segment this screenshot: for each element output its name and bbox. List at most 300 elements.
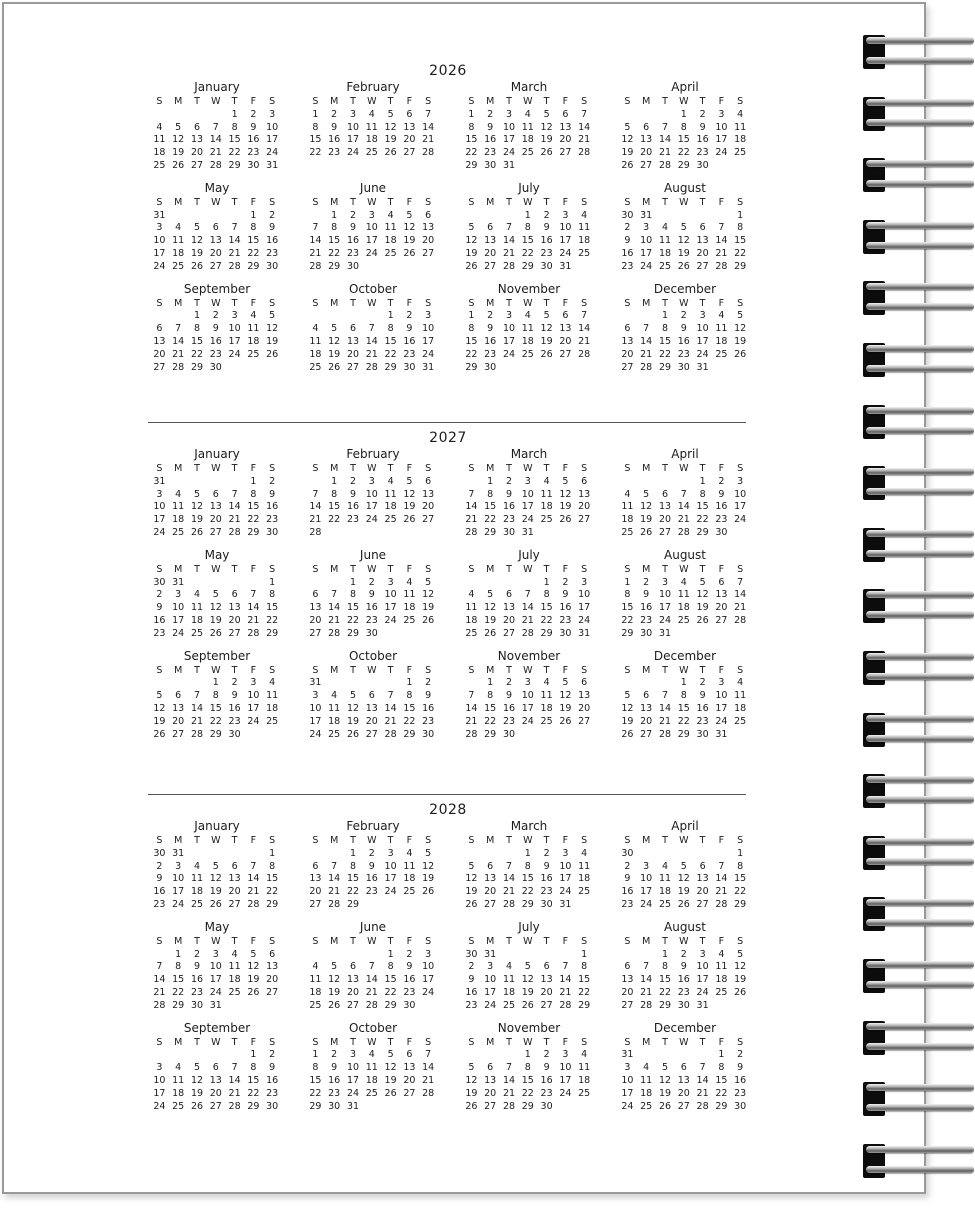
day-cell: 24: [384, 886, 397, 898]
day-cell: 24: [346, 147, 360, 159]
day-cell: 8: [175, 961, 182, 973]
coil-wire: [866, 530, 974, 537]
day-cell: 19: [190, 1087, 204, 1099]
day-cell: 22: [715, 1087, 728, 1099]
day-cell: 4: [524, 310, 531, 322]
day-cell: 10: [153, 1074, 166, 1086]
day-cell: 2: [269, 475, 276, 487]
weekday-label: S: [312, 196, 319, 208]
day-cell: 9: [680, 323, 687, 335]
weekday-label: T: [506, 835, 512, 846]
day-cell: 29: [247, 1100, 260, 1112]
spiral-binding: [858, 0, 975, 1209]
day-cell: 23: [465, 999, 478, 1011]
planner-page: [2, 2, 926, 1194]
day-cell: 5: [212, 860, 219, 872]
weekday-label: F: [406, 664, 413, 676]
coil-wire: [866, 796, 974, 803]
day-cell: 18: [328, 715, 341, 727]
day-cell: 17: [640, 886, 653, 898]
day-cell: 18: [172, 1087, 185, 1099]
day-cell: [500, 848, 519, 861]
day-cell: 1: [718, 1049, 725, 1061]
day-cell: 15: [190, 335, 204, 347]
day-cell: 14: [677, 501, 690, 513]
day-cell: 28: [502, 1100, 516, 1112]
day-cell: 1: [487, 475, 494, 487]
weekday-label: S: [425, 463, 432, 474]
day-cell: 8: [349, 860, 357, 872]
day-cell: 14: [172, 335, 185, 347]
day-cell: 19: [484, 614, 497, 626]
month-april: [618, 819, 750, 912]
day-cell: 15: [172, 974, 185, 986]
day-cell: 14: [328, 602, 341, 614]
day-cell: 25: [640, 1100, 653, 1112]
day-cell: 10: [422, 323, 435, 335]
day-cell: 22: [309, 1087, 322, 1099]
month-day-grid: [150, 463, 282, 540]
day-cell: 12: [465, 235, 478, 247]
day-cell: 24: [365, 247, 378, 259]
day-cell: 10: [734, 488, 747, 500]
day-cell: 25: [384, 514, 397, 526]
day-cell: [500, 949, 519, 962]
day-cell: 19: [209, 614, 222, 626]
day-cell: 3: [718, 677, 725, 689]
month-name: July: [518, 180, 540, 195]
day-cell: 6: [562, 310, 569, 322]
weekday-label: S: [312, 935, 319, 947]
weekday-label: W: [211, 664, 221, 676]
day-cell: 30: [734, 1100, 747, 1112]
day-cell: 12: [190, 235, 204, 247]
coil-wire: [866, 550, 974, 557]
day-cell: 21: [677, 514, 690, 526]
day-cell: [362, 677, 381, 690]
day-cell: 12: [465, 1074, 478, 1086]
day-cell: [637, 109, 656, 122]
day-cell: 30: [266, 260, 279, 272]
weekday-label: T: [231, 463, 238, 474]
day-cell: 2: [624, 860, 631, 872]
day-cell: 3: [156, 1062, 163, 1074]
weekday-label: S: [737, 835, 744, 846]
day-cell: 18: [521, 134, 534, 146]
day-cell: 11: [309, 335, 322, 347]
weekday-label: T: [350, 463, 356, 474]
day-cell: 9: [505, 690, 513, 702]
day-cell: 9: [331, 121, 338, 133]
day-cell: [462, 476, 481, 489]
day-cell: [263, 362, 282, 375]
day-cell: 22: [346, 886, 360, 898]
day-cell: 9: [624, 235, 631, 247]
day-cell: 30: [696, 728, 709, 740]
day-cell: 23: [696, 715, 709, 727]
day-cell: 8: [699, 488, 706, 500]
weekday-label: W: [367, 935, 377, 947]
day-cell: 15: [209, 702, 222, 714]
day-cell: 26: [346, 728, 360, 740]
weekday-label: S: [156, 297, 163, 309]
day-cell: [537, 527, 556, 540]
day-cell: [575, 261, 594, 274]
coil-wire: [866, 365, 974, 372]
day-cell: 4: [387, 209, 394, 221]
day-cell: 9: [250, 121, 257, 133]
day-cell: 23: [621, 898, 634, 910]
day-cell: 17: [153, 514, 166, 526]
day-cell: 17: [559, 235, 572, 247]
day-cell: 1: [331, 475, 338, 487]
day-cell: 22: [328, 514, 341, 526]
month-name: November: [497, 1020, 561, 1035]
month-name: February: [346, 819, 400, 833]
day-cell: 23: [228, 715, 241, 727]
month-december: [618, 282, 750, 375]
day-cell: 4: [680, 576, 687, 588]
day-cell: [618, 677, 637, 690]
day-cell: 23: [734, 1087, 747, 1099]
weekday-label: W: [367, 297, 377, 309]
day-cell: 22: [521, 1087, 534, 1099]
day-cell: 21: [465, 514, 478, 526]
day-cell: 3: [562, 209, 569, 221]
weekday-label: W: [523, 96, 533, 107]
day-cell: 6: [643, 121, 650, 133]
day-cell: 25: [190, 898, 204, 910]
day-cell: 24: [696, 986, 709, 998]
day-cell: 8: [581, 961, 588, 973]
day-cell: 20: [228, 886, 241, 898]
day-cell: 20: [403, 1074, 416, 1086]
month-day-grid: [150, 665, 282, 742]
weekday-label: T: [662, 664, 668, 676]
day-cell: 11: [640, 1074, 653, 1086]
day-cell: 21: [190, 715, 204, 727]
weekday-label: F: [250, 196, 257, 208]
day-cell: 1: [269, 576, 276, 588]
day-cell: 8: [331, 488, 338, 500]
day-cell: 10: [484, 974, 497, 986]
day-cell: [188, 848, 207, 861]
day-cell: 25: [715, 348, 728, 360]
day-cell: 17: [422, 974, 435, 986]
day-cell: 24: [247, 715, 260, 727]
weekday-label: W: [367, 835, 377, 846]
day-cell: 22: [247, 514, 260, 526]
weekday-label: F: [406, 463, 413, 474]
day-cell: 13: [559, 323, 572, 335]
day-cell: [344, 949, 363, 962]
day-cell: 12: [209, 873, 222, 885]
weekday-label: F: [250, 935, 257, 947]
day-cell: 18: [578, 873, 591, 885]
weekday-label: T: [662, 563, 668, 575]
month-march: [462, 819, 594, 912]
day-cell: [188, 677, 207, 690]
weekday-label: F: [562, 96, 569, 107]
month-october: [306, 282, 438, 375]
day-cell: 5: [524, 961, 531, 973]
day-cell: [712, 210, 731, 223]
day-cell: 25: [153, 159, 166, 171]
day-cell: 21: [328, 886, 341, 898]
weekday-label: F: [718, 196, 725, 208]
weekday-label: S: [581, 935, 588, 947]
day-cell: 3: [699, 948, 706, 960]
day-cell: 20: [715, 602, 728, 614]
day-cell: 22: [658, 348, 672, 360]
day-cell: 17: [696, 335, 709, 347]
day-cell: 15: [328, 501, 341, 513]
month-name: December: [653, 281, 717, 296]
weekday-label: T: [543, 935, 550, 947]
day-cell: 18: [578, 235, 591, 247]
day-cell: 6: [505, 589, 513, 601]
weekday-label: W: [679, 664, 689, 676]
weekday-label: S: [737, 297, 744, 309]
day-cell: 28: [228, 526, 241, 538]
day-cell: 19: [328, 348, 341, 360]
day-cell: 21: [228, 247, 241, 259]
day-cell: 15: [734, 873, 747, 885]
day-cell: 13: [346, 974, 360, 986]
day-cell: 10: [346, 1062, 360, 1074]
day-cell: 2: [368, 576, 375, 588]
day-cell: 2: [156, 589, 163, 601]
day-cell: 7: [524, 589, 531, 601]
day-cell: 19: [677, 886, 690, 898]
month-day-grid: [462, 1037, 594, 1114]
day-cell: 20: [540, 986, 553, 998]
day-cell: 18: [403, 873, 416, 885]
weekday-label: M: [174, 935, 183, 947]
coil-wire: [866, 838, 974, 845]
day-cell: 22: [384, 986, 397, 998]
day-cell: 23: [677, 986, 690, 998]
month-name: September: [183, 1020, 251, 1035]
day-cell: 25: [384, 247, 397, 259]
month-name: May: [204, 180, 230, 195]
day-cell: 22: [465, 147, 478, 159]
weekday-label: S: [581, 96, 588, 107]
day-cell: 13: [621, 335, 634, 347]
day-cell: 27: [578, 715, 591, 727]
day-cell: 15: [384, 974, 397, 986]
day-cell: 21: [247, 614, 260, 626]
coil-wire: [866, 488, 974, 495]
day-cell: 8: [312, 121, 319, 133]
day-cell: 2: [624, 222, 631, 234]
day-cell: 20: [190, 147, 204, 159]
day-cell: [500, 577, 519, 590]
day-cell: 2: [212, 310, 219, 322]
binding-ring: [858, 957, 975, 997]
day-cell: 21: [209, 147, 222, 159]
day-cell: [537, 160, 556, 173]
day-cell: 19: [190, 247, 204, 259]
day-cell: 26: [734, 348, 747, 360]
day-cell: 17: [715, 134, 728, 146]
day-cell: [575, 160, 594, 173]
day-cell: 23: [484, 147, 497, 159]
day-cell: [575, 362, 594, 375]
day-cell: 11: [403, 589, 416, 601]
day-cell: 18: [540, 501, 553, 513]
day-cell: [206, 476, 225, 489]
day-cell: 25: [521, 348, 534, 360]
day-cell: 15: [309, 1074, 322, 1086]
day-cell: 24: [422, 986, 435, 998]
binding-ring: [858, 895, 975, 935]
day-cell: 19: [384, 1074, 397, 1086]
day-cell: [693, 848, 712, 861]
day-cell: 11: [328, 702, 341, 714]
day-cell: 2: [505, 475, 513, 487]
day-cell: 14: [559, 974, 572, 986]
month-day-grid: [618, 936, 750, 1013]
month-name: January: [194, 80, 240, 94]
weekday-label: M: [330, 96, 339, 107]
day-cell: 17: [422, 335, 435, 347]
day-cell: 29: [734, 898, 747, 910]
day-cell: 24: [640, 260, 653, 272]
day-cell: 30: [484, 159, 497, 171]
day-cell: 18: [734, 702, 747, 714]
month-day-grid: [150, 835, 282, 912]
day-cell: 4: [624, 488, 631, 500]
day-cell: [263, 1000, 282, 1013]
day-cell: [637, 848, 656, 861]
weekday-label: T: [194, 463, 200, 474]
weekday-label: T: [543, 835, 550, 846]
day-cell: 15: [328, 235, 341, 247]
weekday-label: M: [330, 563, 339, 575]
month-name: October: [348, 1020, 398, 1035]
weekday-label: S: [624, 96, 631, 107]
day-cell: 4: [175, 488, 182, 500]
day-cell: 13: [621, 974, 634, 986]
day-cell: 20: [484, 886, 497, 898]
weekday-label: F: [406, 835, 413, 846]
day-cell: 18: [715, 974, 728, 986]
day-cell: 20: [209, 514, 222, 526]
day-cell: 21: [365, 348, 378, 360]
day-cell: 14: [422, 1062, 435, 1074]
day-cell: 23: [502, 715, 516, 727]
weekday-label: W: [211, 463, 221, 474]
day-cell: 5: [643, 488, 650, 500]
day-cell: 2: [406, 310, 413, 322]
day-cell: 12: [677, 873, 690, 885]
day-cell: 26: [677, 898, 690, 910]
day-cell: 25: [540, 715, 553, 727]
month-august: [618, 920, 750, 1013]
day-cell: 12: [328, 335, 341, 347]
day-cell: 6: [212, 1062, 219, 1074]
year-block-2027: [148, 429, 748, 741]
day-cell: 14: [465, 501, 478, 513]
day-cell: 11: [677, 589, 690, 601]
weekday-label: T: [543, 196, 550, 208]
weekday-label: S: [425, 835, 432, 846]
month-day-grid: [306, 1037, 438, 1114]
day-cell: 21: [521, 614, 534, 626]
day-cell: [344, 310, 363, 323]
weekday-label: T: [350, 935, 356, 947]
weekday-label: S: [156, 935, 163, 947]
day-cell: 16: [696, 134, 709, 146]
binding-ring: [858, 711, 975, 751]
day-cell: 12: [640, 501, 653, 513]
month-day-grid: [618, 665, 750, 742]
day-cell: 1: [406, 677, 413, 689]
month-name: October: [348, 281, 398, 296]
day-cell: 28: [228, 1100, 241, 1112]
day-cell: 14: [521, 602, 534, 614]
weekday-label: M: [330, 297, 339, 309]
day-cell: 18: [465, 614, 478, 626]
day-cell: 27: [578, 514, 591, 526]
day-cell: 20: [228, 614, 241, 626]
day-cell: 8: [737, 860, 744, 872]
day-cell: 14: [384, 702, 397, 714]
day-cell: 10: [521, 488, 534, 500]
day-cell: 31: [266, 159, 279, 171]
weekday-label: T: [194, 297, 200, 309]
day-cell: [244, 362, 263, 375]
day-cell: 4: [661, 222, 669, 234]
day-cell: 1: [250, 209, 257, 221]
weekday-label: W: [211, 96, 221, 107]
day-cell: 25: [172, 260, 185, 272]
day-cell: 11: [365, 121, 378, 133]
day-cell: 8: [250, 222, 257, 234]
day-cell: 30: [715, 526, 728, 538]
day-cell: [263, 729, 282, 742]
day-cell: 7: [643, 961, 650, 973]
day-cell: 23: [266, 514, 279, 526]
day-cell: 23: [153, 627, 166, 639]
day-cell: 30: [502, 526, 516, 538]
day-cell: [362, 527, 381, 540]
day-cell: 30: [502, 728, 516, 740]
day-cell: 30: [465, 948, 478, 960]
day-cell: 26: [621, 728, 634, 740]
weekday-label: M: [330, 463, 339, 474]
day-cell: 23: [540, 886, 553, 898]
day-cell: 6: [212, 488, 219, 500]
day-cell: 26: [658, 1100, 672, 1112]
day-cell: 21: [309, 514, 322, 526]
day-cell: 17: [484, 986, 497, 998]
day-cell: [637, 1049, 656, 1062]
day-cell: 27: [403, 1087, 416, 1099]
day-cell: 26: [403, 514, 416, 526]
weekday-label: S: [312, 835, 319, 846]
day-cell: 20: [209, 247, 222, 259]
day-cell: 27: [266, 986, 279, 998]
day-cell: 22: [621, 614, 634, 626]
weekday-label: M: [330, 935, 339, 947]
weekday-label: F: [562, 196, 569, 208]
day-cell: 28: [502, 898, 516, 910]
day-cell: 22: [209, 715, 222, 727]
day-cell: 15: [715, 1074, 728, 1086]
day-cell: 10: [384, 589, 397, 601]
